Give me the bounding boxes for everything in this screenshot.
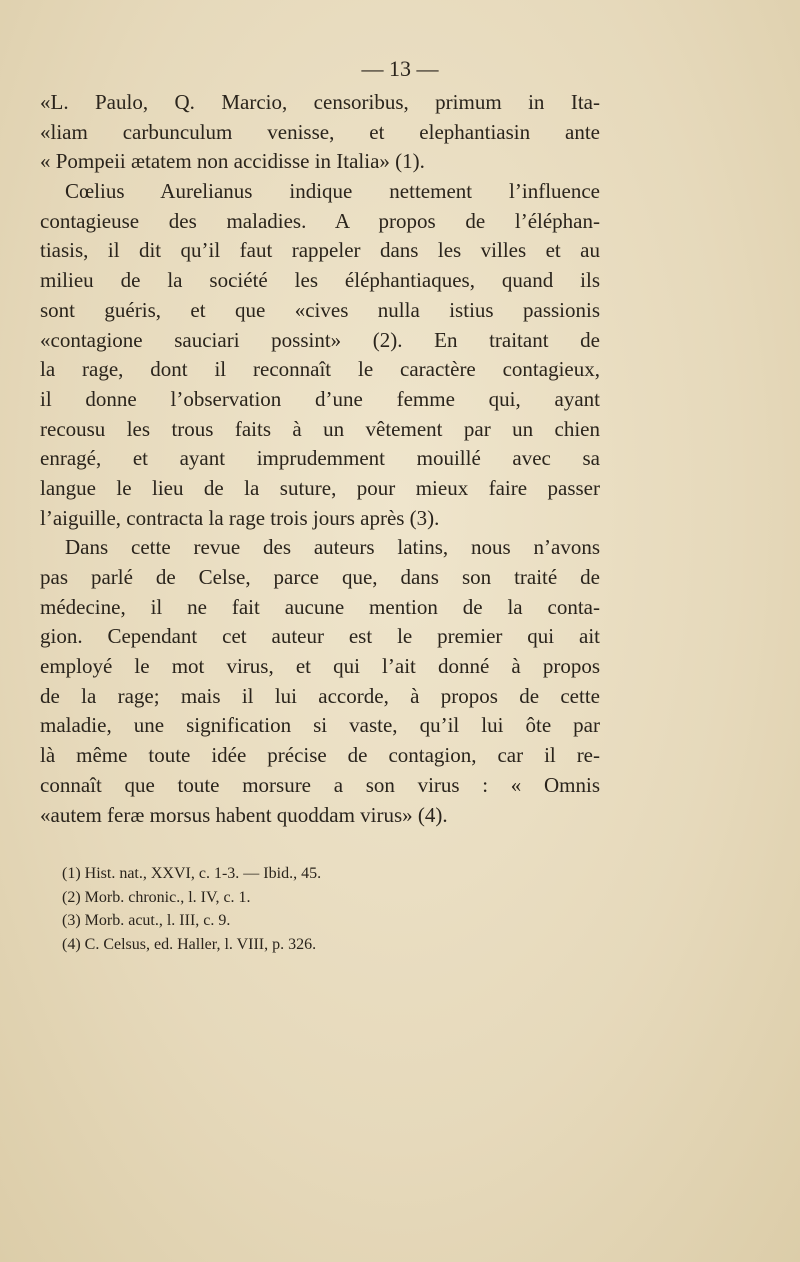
text-line: tiasis, il dit qu’il faut rappeler dans les villes et au [40, 238, 600, 263]
page-number: — 13 — [361, 56, 439, 81]
text-line: la rage, dont il reconnaît le caractère contagieux, [40, 357, 600, 382]
body-text [40, 88, 600, 830]
text-line: «L. Paulo, Q. Marcio, censoribus, primum in Ita- [40, 90, 600, 114]
footnote: (1) Hist. nat., XXVI, c. 1-3. — Ibid., 45. [62, 865, 322, 882]
text-line: il donne l’observation d’une femme qui, ayant [40, 386, 600, 411]
footnote: (3) Morb. acut., l. III, c. 9. [62, 912, 231, 929]
text-line: connaît que toute morsure a son virus : « Omnis [40, 772, 600, 797]
text-line: «contagione sauciari possint» (2). En traitant de [40, 327, 600, 352]
text-line: sont guéris, et que «cives nulla istius passionis [40, 297, 600, 322]
text-line: employé le mot virus, et qui l’ait donné à propos [40, 654, 600, 679]
text-line: contagieuse des maladies. A propos de l’éléphan- [40, 208, 600, 233]
footnote: (2) Morb. chronic., l. IV, c. 1. [62, 888, 251, 906]
text-line: maladie, une signification si vaste, qu’il lui ôte par [40, 713, 600, 738]
text-line: l’aiguille, contracta la rage trois jours après (3). [40, 505, 440, 530]
text-line: «liam carbunculum venisse, et elephantiasin ante [40, 119, 600, 144]
text-line: enragé, et ayant imprudemment mouillé avec sa [40, 446, 600, 471]
text-line: médecine, il ne fait aucune mention de la conta- [40, 594, 600, 619]
text-line: de la rage; mais il lui accorde, à propos de cette [40, 683, 600, 708]
footnotes [62, 862, 462, 956]
text-line: «autem feræ morsus habent quoddam virus» (4). [40, 802, 448, 827]
text-line: Dans cette revue des auteurs latins, nous n’avons [65, 535, 600, 560]
text-line: Cœlius Aurelianus indique nettement l’influence [65, 179, 600, 204]
text-line: pas parlé de Celse, parce que, dans son traité de [40, 565, 600, 589]
text-line: gion. Cependant cet auteur est le premier qui ait [40, 624, 600, 649]
text-line: recousu les trous faits à un vêtement par un chien [40, 416, 600, 441]
footnote: (4) C. Celsus, ed. Haller, l. VIII, p. 326. [62, 935, 317, 953]
text-line: là même toute idée précise de contagion, car il re- [40, 743, 600, 768]
text-line: milieu de la société les éléphantiaques, quand ils [40, 268, 600, 293]
text-line: « Pompeii ætatem non accidisse in Italia» (1). [40, 149, 425, 174]
text-line: langue le lieu de la suture, pour mieux faire passer [40, 475, 600, 500]
